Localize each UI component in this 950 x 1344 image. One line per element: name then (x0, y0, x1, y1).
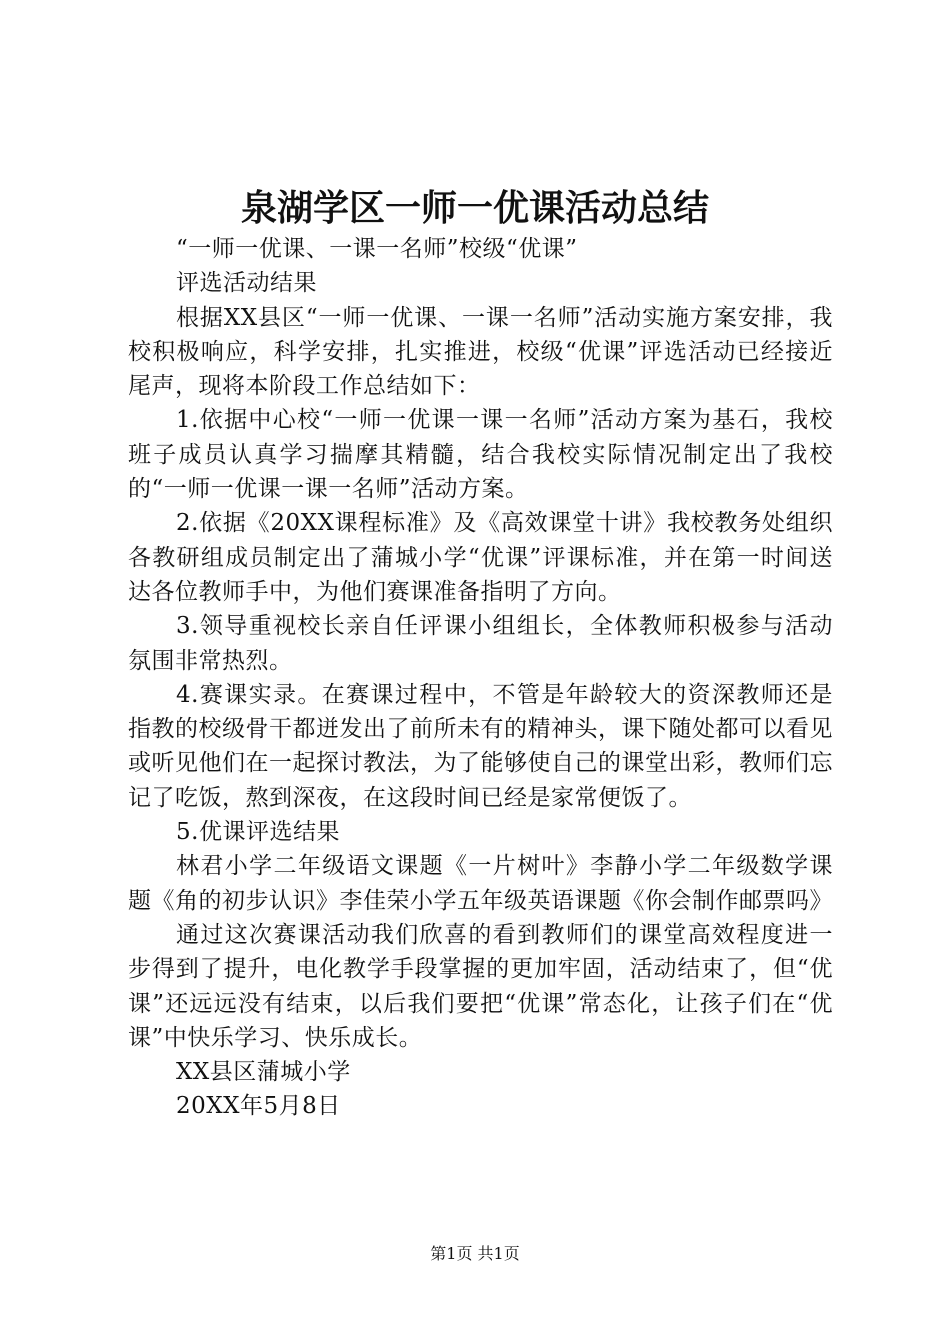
paragraph-item-2: 2.依据《20XX课程标准》及《高效课堂十讲》我校教务处组织各教研组成员制定出了蒲城小学“优课”评课标准，并在第一时间送达各位教师手中，为他们赛课准备指明了方向。 (128, 510, 833, 605)
paragraph-results: 林君小学二年级语文课题《一片树叶》李静小学二年级数学课题《角的初步认识》李佳荣小学五年级英语课题《你会制作邮票吗》 (128, 853, 833, 914)
signature-school: XX县区蒲城小学 (176, 1059, 351, 1086)
subtitle-line-2: 评选活动结果 (176, 270, 317, 297)
subtitle-line-1: “一师一优课、一课一名师”校级“优课” (176, 236, 578, 262)
paragraph-intro: 根据XX县区“一师一优课、一课一名师”活动实施方案安排，我校积极响应，科学安排，扎实推进，校级“优课”评选活动已经接近尾声，现将本阶段工作总结如下： (128, 304, 833, 400)
signature-date: 20XX年5月8日 (176, 1093, 341, 1120)
paragraph-item-4: 4.赛课实录。在赛课过程中，不管是年龄较大的资深教师还是指教的校级骨干都迸发出了前所未有的精神头，课下随处都可以看见或听见他们在一起探讨教法，为了能够使自己的课堂出彩，教师们忘记了吃饭，熬到深夜，在这段时间已经是家常便饭了。 (128, 681, 833, 811)
paragraph-item-1: 1.依据中心校“一师一优课一课一名师”活动方案为基石，我校班子成员认真学习揣摩其精髓，结合我校实际情况制定出了我校的“一师一优课一课一名师”活动方案。 (128, 407, 833, 503)
paragraph-conclusion: 通过这次赛课活动我们欣喜的看到教师们的课堂高效程度进一步得到了提升，电化教学手段掌握的更加牢固，活动结束了，但“优课”还远远没有结束，以后我们要把“优课”常态化，让孩子们在“优课”中快乐学习、快乐成长。 (128, 921, 833, 1051)
document-title: 泉湖学区一师一优课活动总结 (240, 187, 709, 229)
paragraph-item-3: 3.领导重视校长亲自任评课小组组长，全体教师积极参与活动氛围非常热烈。 (128, 613, 833, 674)
document-body (128, 232, 833, 1124)
paragraph-item-5: 5.优课评选结果 (176, 819, 340, 846)
page-footer: 第1页 共1页 (430, 1244, 520, 1263)
